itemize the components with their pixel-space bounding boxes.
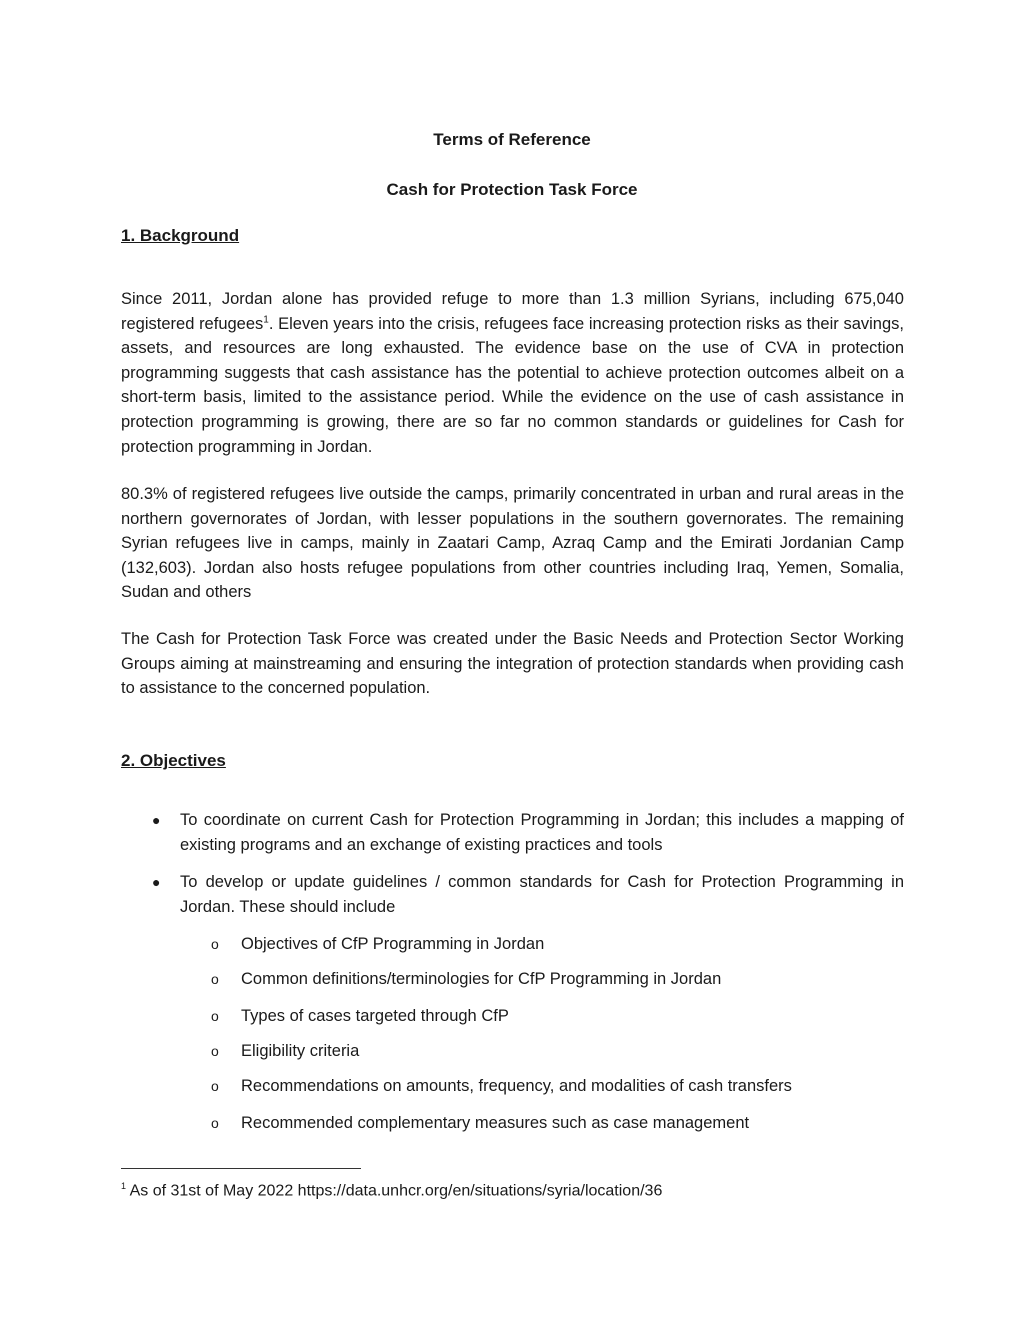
footnote-divider [121, 1168, 361, 1169]
section-heading-background: 1. Background [121, 226, 240, 245]
paragraph-text: Since 2011, Jordan alone has provided refuge to more than 1.3 million Syrians, including 675,040 registered refugees [121, 290, 904, 333]
paragraph-text: . Eleven years into the crisis, refugees face increasing protection risks as their savings, assets, and resources are long exhausted. The evidence base on the use of CVA in protection programming suggests that cash assistance has the potential to achieve protection outcomes albeit on a short-term basis, limited to the assistance period. While the evidence on the use of cash assistance in protection programming is growing, there are so far no common standards or guidelines for Cash for protection programming in Jordan. [121, 314, 904, 456]
circle-bullet-icon: o [211, 1008, 219, 1024]
circle-bullet-icon: o [211, 1115, 219, 1131]
document-title: Terms of Reference [433, 130, 591, 149]
footnote [121, 1181, 662, 1200]
sub-item-text: Eligibility criteria [241, 1042, 360, 1060]
sub-item-text: Recommended complementary measures such as case management [241, 1114, 750, 1132]
bullet-icon: ● [152, 874, 161, 890]
circle-bullet-icon: o [211, 1078, 219, 1094]
sub-list-item [211, 1111, 904, 1135]
sub-item-text: Common definitions/terminologies for CfP Programming in Jordan [241, 970, 722, 988]
background-paragraph-3: The Cash for Protection Task Force was created under the Basic Needs and Protection Sector Working Groups aiming at mainstreaming and ensuring the integration of protection standards when providing cash to assistance to the concerned population. [121, 630, 904, 698]
section-heading-objectives: 2. Objectives [121, 751, 226, 770]
objective-bullet [152, 808, 904, 858]
sub-item-text: Types of cases targeted through CfP [241, 1007, 509, 1025]
bullet-icon: ● [152, 812, 161, 828]
bullet-text: To coordinate on current Cash for Protection Programming in Jordan; this includes a mapping of existing programs and an exchange of existing practices and tools [180, 811, 904, 854]
sub-list-item [211, 1074, 904, 1098]
background-paragraph-2: 80.3% of registered refugees live outside the camps, primarily concentrated in urban and rural areas in the northern governorates of Jordan, with lesser populations in the southern governorates. The remaining Syrian refugees live in camps, mainly in Zaatari Camp, Azraq Camp and the Emirati Jordanian Camp (132,603). Jordan also hosts refugee populations from other countries including Iraq, Yemen, Somalia, Sudan and others [121, 485, 904, 602]
sub-list-item [211, 932, 904, 956]
circle-bullet-icon: o [211, 1043, 219, 1059]
sub-item-text: Recommendations on amounts, frequency, and modalities of cash transfers [241, 1077, 792, 1095]
footnote-text: As of 31st of May 2022 https://data.unhcr.org/en/situations/syria/location/36 [126, 1182, 663, 1200]
footnote-marker: 1 [121, 1181, 127, 1191]
sub-list-item [211, 967, 904, 991]
bullet-text: To develop or update guidelines / common standards for Cash for Protection Programming in Jordan. These should include [180, 873, 904, 916]
circle-bullet-icon: o [211, 936, 219, 952]
footnote-reference[interactable]: 1 [263, 314, 269, 326]
document-subtitle: Cash for Protection Task Force [386, 180, 638, 199]
background-paragraph-1 [121, 287, 904, 459]
circle-bullet-icon: o [211, 971, 219, 987]
sub-list-item [211, 1004, 904, 1028]
sub-list-item [211, 1039, 904, 1063]
objective-bullet [152, 870, 904, 920]
sub-item-text: Objectives of CfP Programming in Jordan [241, 935, 545, 953]
